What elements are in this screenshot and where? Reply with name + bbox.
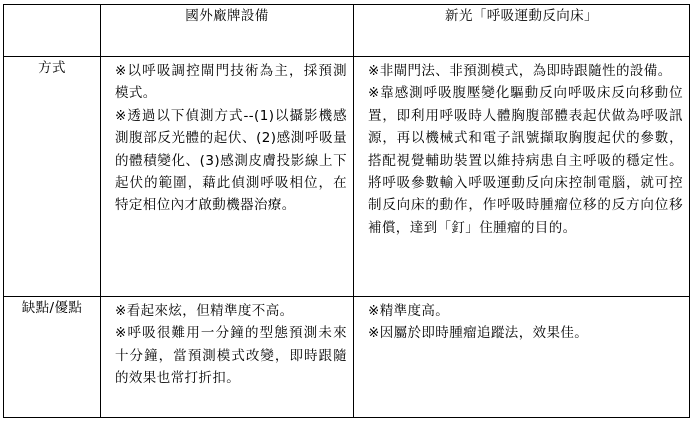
- paragraph: ※非閘門法、非預測模式，為即時跟隨性的設備。: [368, 63, 672, 79]
- table-row-method: [4, 57, 690, 297]
- paragraph: ※因屬於即時腫瘤追蹤法，效果佳。: [368, 325, 589, 342]
- header-empty-cell: [4, 5, 101, 57]
- cell-proscons-shinkong: [354, 297, 690, 418]
- row-label-pros-cons: 缺點/優點: [4, 297, 101, 418]
- cell-method-shinkong: [354, 57, 690, 297]
- table-row-pros-cons: [4, 297, 690, 418]
- paragraph: ※看起來炫，但精準度不高。: [115, 303, 294, 319]
- cell-proscons-foreign: [101, 297, 354, 418]
- paragraph: ※透過以下偵測方式--(1)以攝影機感測腹部反光體的起伏、(2)感測呼吸量的體積變化、(3)感測皮膚投影線上下起伏的範圍，藉此偵測呼吸相位，在特定相位內才啟動機器治療。: [115, 107, 347, 214]
- paragraph: ※靠感測呼吸腹壓變化驅動反向呼吸床反向移動位置，即利用呼吸時人體胸腹部體表起伏做為呼吸訊源，再以機械式和電子訊號擷取胸腹起伏的參數，搭配視覺輔助裝置以維持病患自主呼吸的穩定性。將呼吸參數輸入呼吸運動反向床控制電腦，就可控制反向床的動作，作呼吸時腫瘤位移的反方向位移補償，達到「釘」住腫瘤的目的。: [368, 85, 683, 236]
- comparison-table: [3, 4, 690, 418]
- paragraph: ※精準度高。: [368, 303, 450, 319]
- cell-method-foreign: [101, 57, 354, 297]
- header-shinkong-bed: 新光「呼吸運動反向床」: [354, 5, 690, 57]
- paragraph: ※以呼吸調控閘門技術為主，採預測模式。: [115, 63, 347, 102]
- row-label-method: 方式: [4, 57, 101, 297]
- header-foreign-equipment: 國外廠牌設備: [101, 5, 354, 57]
- header-row: [4, 5, 690, 57]
- paragraph: ※呼吸很難用一分鐘的型態預測未來十分鐘，當預測模式改變，即時跟隨的效果也常打折扣。: [115, 325, 347, 387]
